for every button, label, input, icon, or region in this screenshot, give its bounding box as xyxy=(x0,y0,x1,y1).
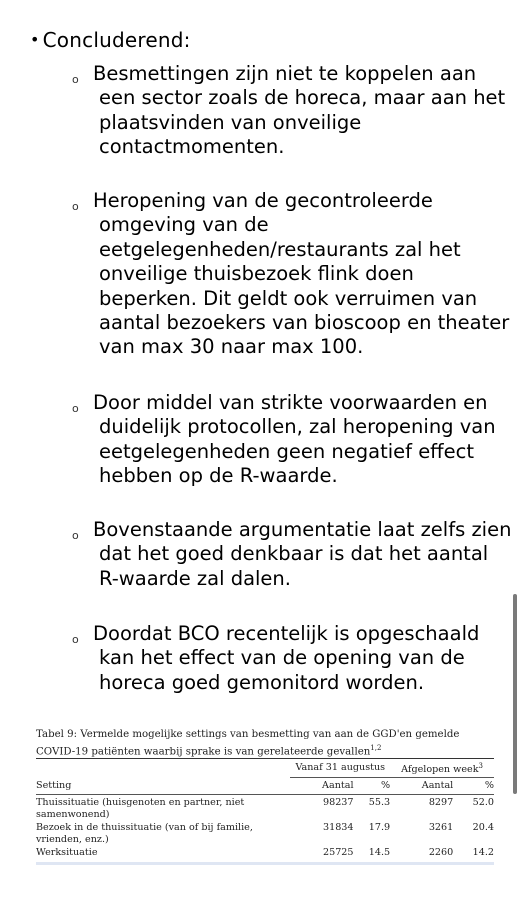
hollow-circle-bullet-icon: o xyxy=(72,73,79,86)
bullet-dot-icon: • xyxy=(30,30,40,49)
vertical-scrollbar[interactable] xyxy=(513,594,517,794)
sub-bullet-text: Bovenstaande argumentatie laat zelfs zien dat het goed denkbaar is dat het aantal R-waarde zal dalen. xyxy=(93,518,512,590)
percent-cell: 20.4 xyxy=(472,822,494,834)
count-cell: 2260 xyxy=(428,847,454,859)
table-row xyxy=(36,795,494,821)
settings-table xyxy=(36,758,494,859)
table-row xyxy=(36,845,494,859)
table-caption-footnote: 1,2 xyxy=(370,743,382,752)
count-cell: 25725 xyxy=(323,847,354,859)
col-header-percent: % xyxy=(354,778,391,795)
sub-bullet-item xyxy=(72,622,512,695)
sub-bullet-text: Door middel van strikte voorwaarden en duidelijk protocollen, zal heropening van eetgelegenheden geen negatief effect hebben op de R-waarde. xyxy=(93,391,496,488)
group-header-since: Vanaf 31 augustus xyxy=(290,759,390,778)
table-caption-text: Tabel 9: Vermelde mogelijke settings van besmetting van aan de GGD'en gemelde COVID-19 patiënten waarbij sprake is van gerelateerde gevallen xyxy=(36,729,460,757)
percent-cell: 52.0 xyxy=(472,797,494,809)
count-cell: 31834 xyxy=(323,822,354,834)
percent-cell: 17.9 xyxy=(368,822,391,834)
count-cell: 98237 xyxy=(323,797,354,809)
setting-cell: Bezoek in de thuissituatie (van of bij familie, vrienden, enz.) xyxy=(36,822,253,845)
sub-bullet-item xyxy=(72,391,512,489)
sub-bullet-text: Heropening van de gecontroleerde omgeving van de eetgelegenheden/restaurants zal het onveilige thuisbezoek flink doen beperken. Dit geldt ook verruimen van aantal bezoekers van bioscoop en theater van max 30 naar max 100. xyxy=(93,189,510,359)
group-header-last-week: Afgelopen week$^3$ xyxy=(390,759,494,778)
col-header-percent: % xyxy=(453,778,494,795)
setting-cell: Werksituatie xyxy=(36,847,98,859)
table-column-header-row xyxy=(36,778,494,795)
hollow-circle-bullet-icon: o xyxy=(72,200,79,213)
col-header-setting: Setting xyxy=(36,778,290,795)
sub-bullet-item xyxy=(72,189,512,360)
sub-bullet-item xyxy=(72,518,512,591)
sub-bullet-text: Besmettingen zijn niet te koppelen aan een sector zoals de horeca, maar aan het plaatsvinden van onveilige contactmomenten. xyxy=(93,62,506,159)
percent-cell: 55.3 xyxy=(368,797,391,809)
sub-bullet-item xyxy=(72,62,512,160)
table-group-header-row xyxy=(36,759,494,778)
hollow-circle-bullet-icon: o xyxy=(72,402,79,415)
percent-cell: 14.2 xyxy=(472,847,494,859)
table-caption xyxy=(36,729,496,758)
percent-cell: 14.5 xyxy=(368,847,391,859)
count-cell: 8297 xyxy=(428,797,454,809)
main-bullet xyxy=(30,28,191,54)
hollow-circle-bullet-icon: o xyxy=(72,529,79,542)
col-header-count: Aantal xyxy=(390,778,453,795)
table-bottom-highlight xyxy=(36,862,494,865)
hollow-circle-bullet-icon: o xyxy=(72,633,79,646)
main-bullet-text: Concluderend: xyxy=(42,28,191,52)
sub-bullet-text: Doordat BCO recentelijk is opgeschaald kan het effect van de opening van de horeca goed gemonitord worden. xyxy=(93,622,480,694)
setting-cell: Thuissituatie (huisgenoten en partner, niet samenwonend) xyxy=(36,797,245,820)
table-row xyxy=(36,820,494,845)
count-cell: 3261 xyxy=(428,822,454,834)
col-header-count: Aantal xyxy=(290,778,353,795)
